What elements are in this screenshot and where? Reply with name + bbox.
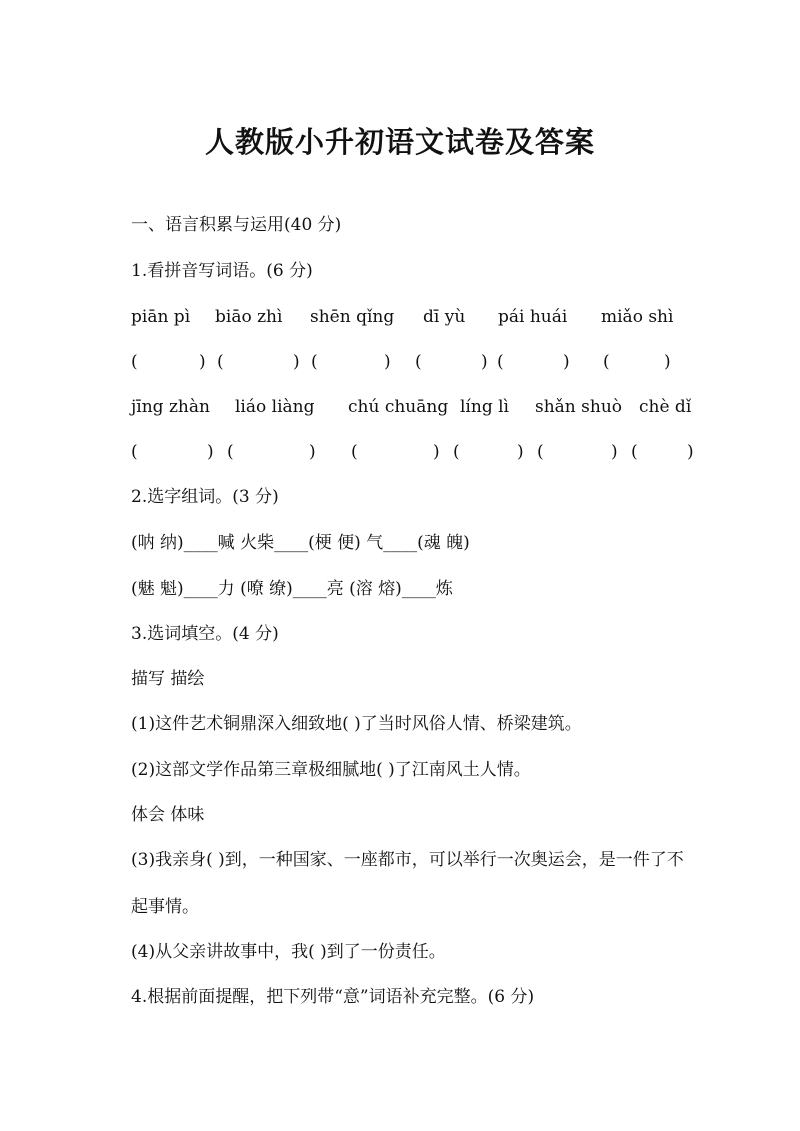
pinyin-item: jīng zhàn [131, 397, 210, 417]
answer-paren-close: ) [687, 442, 694, 462]
word-choice-group-1: 描写 描绘 [131, 669, 205, 689]
question-3-sentence-3: (3)我亲身( )到，一种国家、一座都市，可以举行一次奥运会，是一件了不起事情。 [131, 850, 684, 917]
question-3-sentence-4: (4)从父亲讲故事中，我( )到了一份责任。 [131, 942, 446, 962]
answer-paren-row-1 [131, 350, 701, 374]
pinyin-row-2 [131, 395, 701, 419]
pinyin-item: dī yù [423, 307, 466, 327]
answer-paren-open: ( [131, 352, 138, 372]
answer-paren-open: ( [631, 442, 638, 462]
pinyin-item: líng lì [460, 397, 509, 417]
pinyin-item: biāo zhì [215, 307, 283, 327]
question-3-sentence-1: (1)这件艺术铜鼎深入细致地( )了当时风俗人情、桥梁建筑。 [131, 714, 582, 734]
answer-paren-open: ( [497, 352, 504, 372]
answer-paren-close: ) [293, 352, 300, 372]
answer-paren-close: ) [563, 352, 570, 372]
section-heading: 一、语言积累与运用(40 分) [131, 215, 342, 235]
question-2-heading: 2.选字组词。(3 分) [131, 487, 279, 507]
answer-paren-open: ( [227, 442, 234, 462]
answer-paren-open: ( [603, 352, 610, 372]
answer-paren-close: ) [207, 442, 214, 462]
word-choice-group-2: 体会 体味 [131, 805, 205, 825]
page-title: 人教版小升初语文试卷及答案 [204, 125, 595, 159]
answer-paren-close: ) [481, 352, 488, 372]
answer-paren-open: ( [217, 352, 224, 372]
pinyin-item: pái huái [498, 307, 568, 327]
answer-paren-open: ( [537, 442, 544, 462]
answer-paren-open: ( [415, 352, 422, 372]
answer-paren-open: ( [351, 442, 358, 462]
answer-paren-close: ) [199, 352, 206, 372]
answer-paren-close: ) [664, 352, 671, 372]
question-3-sentence-3-part-1 [131, 849, 697, 931]
pinyin-item: chè dǐ [639, 397, 692, 417]
answer-paren-close: ) [309, 442, 316, 462]
answer-paren-open: ( [131, 442, 138, 462]
question-1-heading: 1.看拼音写词语。(6 分) [131, 261, 313, 281]
pinyin-item: shēn qǐng [310, 307, 395, 327]
pinyin-item: chú chuāng [348, 397, 449, 417]
question-3-sentence-2: (2)这部文学作品第三章极细腻地( )了江南风土人情。 [131, 760, 531, 780]
pinyin-item: piān pì [131, 307, 191, 327]
pinyin-item: liáo liàng [235, 397, 315, 417]
question-3-heading: 3.选词填空。(4 分) [131, 624, 279, 644]
answer-paren-close: ) [611, 442, 618, 462]
answer-paren-open: ( [453, 442, 460, 462]
answer-paren-open: ( [311, 352, 318, 372]
answer-paren-close: ) [433, 442, 440, 462]
question-2-line-2: (魅 魁)____力 (嘹 缭)____亮 (溶 熔)____炼 [131, 579, 453, 599]
answer-paren-close: ) [517, 442, 524, 462]
pinyin-item: shǎn shuò [535, 397, 623, 417]
question-4-heading: 4.根据前面提醒，把下列带“意”词语补充完整。(6 分) [131, 987, 535, 1007]
pinyin-row-1 [131, 305, 701, 329]
pinyin-item: miǎo shì [601, 307, 674, 327]
answer-paren-close: ) [384, 352, 391, 372]
question-2-line-1: (呐 纳)____喊 火柴____(梗 便) 气____(魂 魄) [131, 533, 470, 553]
answer-paren-row-2 [131, 440, 701, 464]
